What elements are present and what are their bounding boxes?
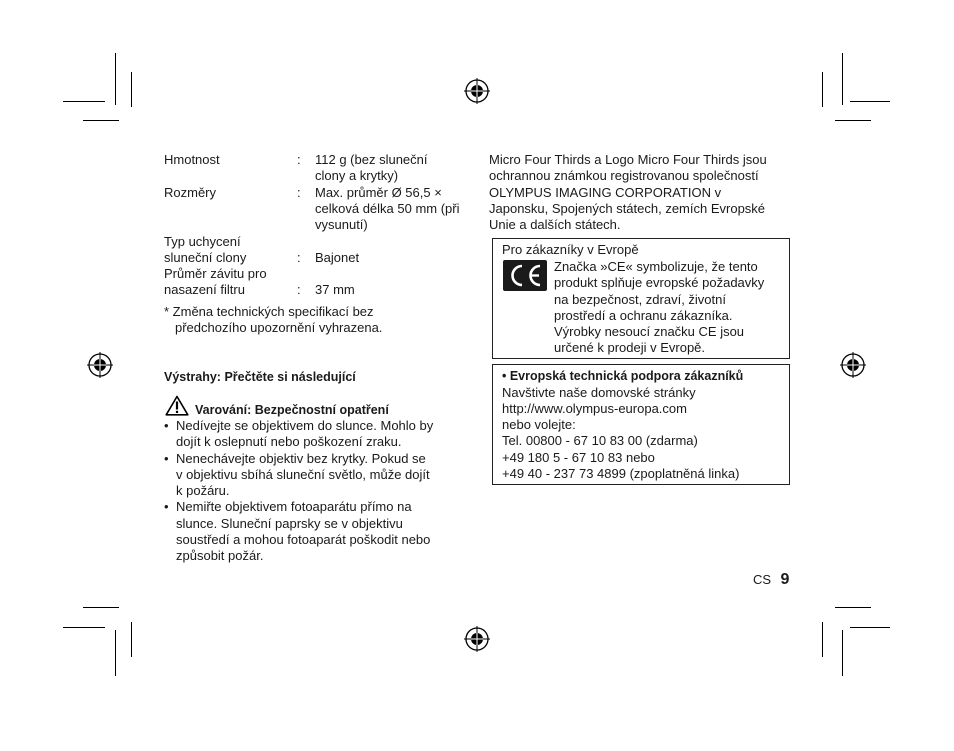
registration-mark-icon bbox=[86, 351, 114, 379]
support-url: http://www.olympus-europa.com bbox=[502, 400, 687, 416]
ce-box-heading: Pro zákazníky v Evropě bbox=[502, 242, 639, 257]
spec-label: Průměr závitu pro nasazení filtru bbox=[164, 266, 267, 298]
trademark-notice: Micro Four Thirds a Logo Micro Four Thirds jsou ochrannou známkou registrovanou společností OLYMPUS IMAGING CORPORATION v Japonsku, Spojených státech, zemích Evropské Unie a dalších státech. bbox=[489, 152, 767, 233]
warning-list bbox=[164, 418, 433, 565]
caution-title: Varování: Bezpečnostní opatření bbox=[195, 403, 389, 417]
support-phone: Tel. 00800 - 67 10 83 00 (zdarma) bbox=[502, 433, 698, 449]
list-item: • Nedívejte se objektivem do slunce. Mohlo by dojít k oslepnutí nebo poškození zraku. bbox=[164, 418, 434, 450]
registration-mark-icon bbox=[839, 351, 867, 379]
warnings-title: Výstrahy: Přečtěte si následující bbox=[164, 370, 356, 384]
support-box-heading: • Evropská technická podpora zákazníků bbox=[502, 369, 744, 383]
spec-note: * Změna technických specifikací bez předchozího upozornění vyhrazena. bbox=[164, 304, 383, 336]
support-phone: +49 180 5 - 67 10 83 nebo bbox=[502, 449, 655, 465]
warning-triangle-icon bbox=[165, 395, 189, 416]
spec-value: Max. průměr Ø 56,5 × celková délka 50 mm (při vysunutí) bbox=[315, 184, 460, 233]
spec-colon: : bbox=[297, 249, 301, 265]
support-phone: +49 40 - 237 73 4899 (zpoplatněná linka) bbox=[502, 465, 740, 481]
support-box bbox=[492, 364, 790, 485]
spec-value: 37 mm bbox=[315, 282, 355, 298]
ce-box-text: Značka »CE« symbolizuje, že tento produkt splňuje evropské požadavky na bezpečnost, zdraví, životní prostředí a ochranu zákazníka. Výrobky nesoucí značku CE jsou určené k prodeji v Evropě. bbox=[554, 259, 765, 356]
ce-logo-icon bbox=[503, 260, 547, 291]
list-item: • Nenechávejte objektiv bez krytky. Pokud se v objektivu sbíhá sluneční světlo, může dojít k požáru. bbox=[164, 450, 430, 499]
spec-colon: : bbox=[297, 184, 301, 200]
page-number: 9 bbox=[780, 571, 790, 588]
ce-logo bbox=[503, 260, 547, 291]
page-footer bbox=[753, 571, 789, 589]
list-item: • Nemiřte objektivem fotoaparátu přímo na slunce. Sluneční paprsky se v objektivu soustředí a mohou fotoaparát poškodit nebo způsobit požár. bbox=[164, 499, 431, 564]
registration-mark-icon bbox=[463, 77, 491, 105]
spec-label: Hmotnost bbox=[164, 152, 220, 167]
language-code: CS bbox=[753, 572, 772, 587]
spec-colon: : bbox=[297, 282, 301, 298]
spec-value: 112 g (bez sluneční clony a krytky) bbox=[315, 152, 428, 184]
spec-colon: : bbox=[297, 152, 301, 167]
spec-label: Typ uchycení sluneční clony bbox=[164, 233, 247, 265]
spec-label: Rozměry bbox=[164, 184, 217, 200]
support-box-text: Navštivte naše domovské stránky http://www.olympus-europa.com nebo volejte: Tel. 00800 - 67 10 83 00 (zdarma) +49 180 5 - 67 10 83 nebo +49 40 - 237 73 4899 (zpoplatněná linka) bbox=[502, 384, 740, 481]
spec-table bbox=[164, 152, 474, 302]
ce-notice-box bbox=[492, 238, 790, 359]
spec-value: Bajonet bbox=[315, 249, 360, 265]
registration-mark-icon bbox=[463, 625, 491, 653]
